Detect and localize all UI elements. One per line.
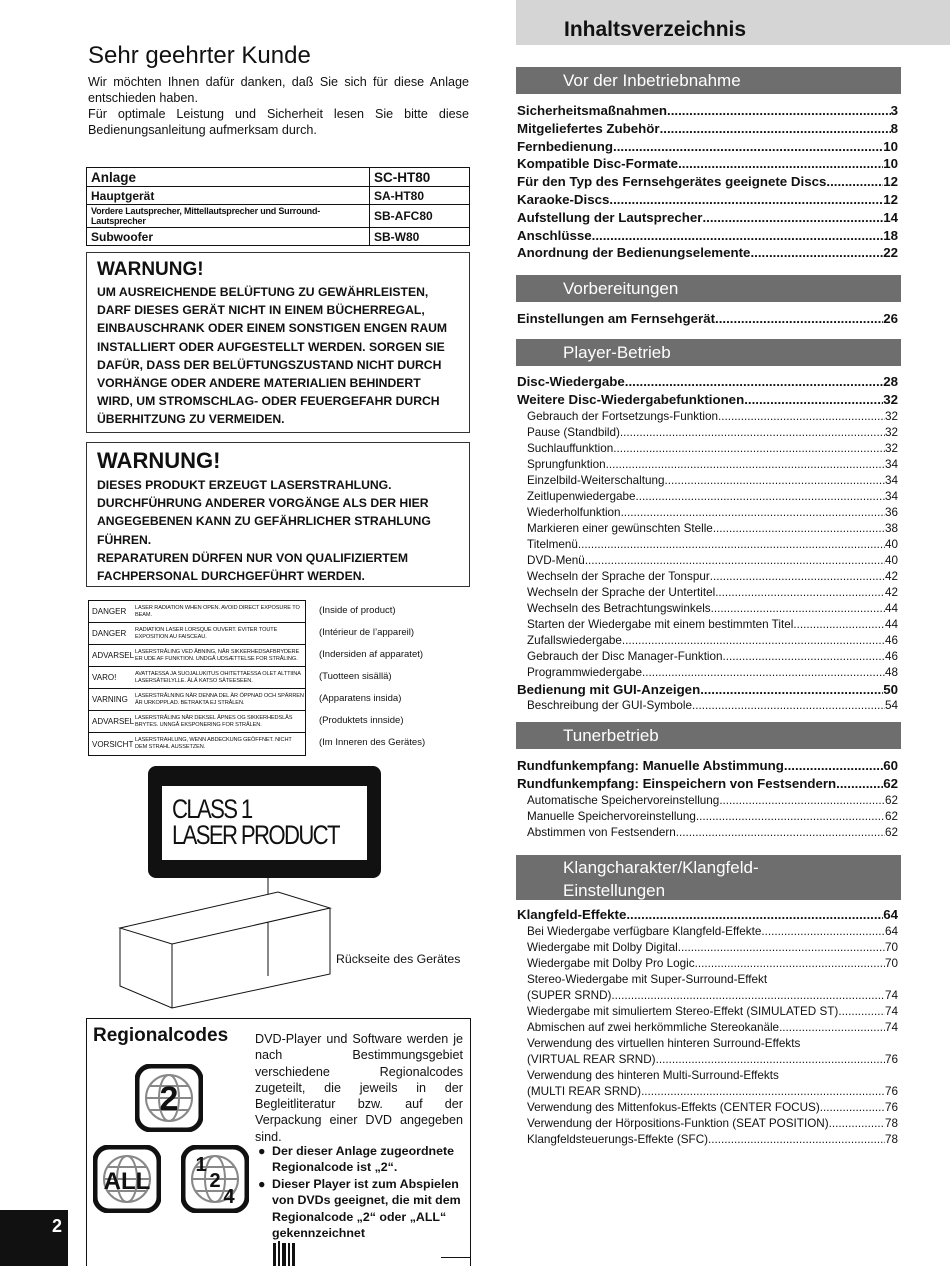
toc-entry-title: Verwendung der Hörpositions-Funktion (SEAT POSITION) bbox=[527, 1116, 829, 1130]
region-code-number: 2 bbox=[159, 1080, 179, 1118]
toc-page-number: 34 bbox=[884, 489, 898, 503]
page-number: 2 bbox=[51, 1216, 62, 1236]
toc-entry-title: Abstimmen von Festsendern bbox=[527, 825, 676, 839]
ventilation-warning bbox=[86, 252, 470, 433]
region-text: DVD-Player und Software werden je nach Bestimmungsgebiet verschiedene Regionalcodes zugeteilt, die jeweils in der Begleitliteratur bzw. auf der Verpackung einer DVD angegeben sind. bbox=[255, 1032, 463, 1144]
divider bbox=[441, 1257, 471, 1258]
toc-dot-leader bbox=[723, 650, 885, 663]
barcode-icon bbox=[272, 1241, 300, 1266]
toc-entry bbox=[517, 989, 898, 1005]
toc-entry-title: Karaoke-Discs bbox=[517, 191, 610, 207]
toc-page-number: 76 bbox=[884, 1084, 898, 1098]
toc-page-number: 46 bbox=[884, 633, 898, 647]
region-multi-number: 1 bbox=[195, 1154, 207, 1176]
toc-page-number: 70 bbox=[884, 956, 898, 970]
toc-section-header bbox=[516, 339, 901, 366]
toc-dot-leader bbox=[838, 1005, 885, 1018]
toc-entry bbox=[517, 228, 898, 246]
model-row bbox=[87, 187, 470, 205]
toc-page-number: 44 bbox=[884, 617, 898, 631]
toc-entry bbox=[517, 1053, 898, 1069]
toc-entry bbox=[517, 538, 898, 554]
toc-dot-leader bbox=[622, 634, 885, 647]
toc-entry-title: Markieren einer gewünschten Stelle bbox=[527, 521, 713, 535]
laser-label-key: ADVARSEL bbox=[92, 651, 135, 660]
warning-text: UM AUSREICHENDE BELÜFTUNG ZU GEWÄHRLEISTEN, DARF DIESES GERÄT NICHT IN EINEM BÜCHERREGAL, EINBAUSCHRANK ODER EINEM SONSTIGEN ENGEN RAUM INSTALLIERT ODER AUFGESTELLT WERDEN. SORGEN SIE DAFÜR, DASS DER BELÜFTUNGSZUSTAND NICHT DURCH VORHÄNGE ODER ANDERE MATERIALIEN BEHINDERT WIRD, UM STROMSCHLAG- ODER FEUERGEFAHR DURCH ÜBERHITZUNG ZU VERMEIDEN. bbox=[97, 285, 448, 427]
page-number-box bbox=[0, 1210, 68, 1266]
toc-entry bbox=[517, 957, 898, 973]
toc-entry-title: (VIRTUAL REAR SRND) bbox=[527, 1052, 656, 1066]
toc-page-number: 62 bbox=[884, 825, 898, 839]
toc-dot-leader bbox=[620, 426, 885, 439]
toc-entry-title: Pause (Standbild) bbox=[527, 425, 620, 439]
toc-entry bbox=[517, 392, 898, 410]
toc-entry bbox=[517, 1021, 898, 1037]
toc-entry bbox=[517, 1069, 898, 1085]
model-label: Hauptgerät bbox=[87, 187, 370, 205]
toc-dot-leader bbox=[700, 682, 883, 697]
toc-page-number: 22 bbox=[883, 245, 898, 261]
laser-label-note: (Indersiden af apparatet) bbox=[319, 649, 424, 660]
toc-entry-title: Sprungfunktion bbox=[527, 457, 606, 471]
toc-entry-title: DVD-Menü bbox=[527, 553, 585, 567]
toc-entry-title: Verwendung des virtuellen hinteren Surround-Effekts bbox=[527, 1036, 801, 1050]
model-row bbox=[87, 168, 470, 187]
toc-dot-leader bbox=[678, 941, 885, 954]
toc-dot-leader bbox=[613, 442, 885, 455]
toc-entry-title: Wiederholfunktion bbox=[527, 505, 621, 519]
region-title: Regionalcodes bbox=[93, 1025, 229, 1046]
laser-label-row bbox=[89, 601, 305, 623]
toc-page-number: 32 bbox=[884, 409, 898, 423]
toc-dot-leader bbox=[820, 1101, 885, 1114]
toc-dot-leader bbox=[642, 666, 885, 679]
section-title-line: Klangcharakter/Klangfeld- bbox=[563, 858, 759, 877]
class-label-line2: LASER PRODUCT bbox=[172, 820, 339, 850]
toc-entry bbox=[517, 618, 898, 634]
toc-entry bbox=[517, 758, 898, 776]
laser-label-note: (Intérieur de l’appareil) bbox=[319, 627, 415, 638]
toc-entry-title: Disc-Wiedergabe bbox=[517, 374, 625, 389]
model-row bbox=[87, 205, 470, 228]
laser-label-text: LASERSTRÅLING VED ÅBNING, NÅR SIKKERHEDSAFBRYDERE ER UDE AF FUNKTION. UNDGÅ UDSÆTTELSE FOR STRÅLING. bbox=[135, 648, 300, 662]
toc-entry-title: (MULTI REAR SRND) bbox=[527, 1084, 642, 1098]
toc-entry-title: Titelmenü bbox=[527, 537, 578, 551]
toc-dot-leader bbox=[784, 758, 883, 773]
toc-entry-title: Weitere Disc-Wiedergabefunktionen bbox=[517, 391, 745, 407]
toc-entry bbox=[517, 410, 898, 426]
laser-label-key: VARO! bbox=[92, 673, 117, 682]
laser-label-row bbox=[89, 711, 305, 733]
section-title: Vor der Inbetriebnahme bbox=[563, 70, 741, 90]
toc-entry bbox=[517, 442, 898, 458]
toc-page-number: 12 bbox=[883, 174, 898, 190]
warning-title: WARNUNG! bbox=[97, 448, 221, 473]
laser-warning bbox=[86, 442, 470, 587]
toc-entry bbox=[517, 682, 898, 700]
toc-entry bbox=[517, 490, 898, 506]
toc-entry bbox=[517, 602, 898, 618]
toc-dot-leader bbox=[578, 538, 885, 551]
toc-entry bbox=[517, 810, 898, 826]
toc-section-header bbox=[516, 67, 901, 94]
region-2-globe-icon bbox=[135, 1064, 203, 1132]
toc-page-number: 78 bbox=[884, 1132, 898, 1146]
toc-list bbox=[517, 374, 898, 715]
toc-dot-leader bbox=[611, 989, 885, 1002]
toc-entry bbox=[517, 973, 898, 989]
model-label: Subwoofer bbox=[87, 228, 370, 246]
bullet-icon: ● bbox=[258, 1177, 266, 1191]
toc-entry-title: Wechseln der Sprache der Untertitel bbox=[527, 585, 716, 599]
toc-dot-leader bbox=[793, 618, 885, 631]
laser-caution-notes bbox=[319, 600, 425, 754]
toc-entry bbox=[517, 650, 898, 666]
toc-entry-title: Wechseln des Betrachtungswinkels bbox=[527, 601, 711, 615]
toc-page-number: 42 bbox=[884, 585, 898, 599]
toc-page-number: 10 bbox=[883, 156, 898, 172]
toc-page-number: 12 bbox=[883, 191, 898, 207]
toc-page-number: 74 bbox=[884, 1020, 898, 1034]
laser-label-text: LASERSTRÅLING NÅR DEKSEL ÅPNES OG SIKKERHEDSLÅS BRYTES. UNNGÅ EKSPONERING FOR STRÅLEN. bbox=[135, 714, 293, 728]
toc-page-number: 62 bbox=[884, 809, 898, 823]
device-rear-illustration bbox=[118, 878, 340, 1018]
toc-dot-leader bbox=[719, 794, 885, 807]
toc-entry-title: Rundfunkempfang: Manuelle Abstimmung bbox=[517, 758, 784, 773]
laser-label-note: (Tuotteen sisällä) bbox=[319, 671, 392, 682]
laser-label-key: DANGER bbox=[92, 607, 127, 616]
toc-page-number: 26 bbox=[883, 311, 898, 326]
laser-label-note: (Produktets innside) bbox=[319, 715, 404, 726]
section-title-line: Einstellungen bbox=[563, 881, 666, 900]
toc-entry-title: Suchlauffunktion bbox=[527, 441, 614, 455]
toc-entry bbox=[517, 925, 898, 941]
toc-page-number: 40 bbox=[884, 537, 898, 551]
toc-dot-leader bbox=[702, 210, 883, 225]
laser-label-row bbox=[89, 667, 305, 689]
toc-entry-title: Gebrauch der Fortsetzungs-Funktion bbox=[527, 409, 718, 423]
toc-entry bbox=[517, 666, 898, 682]
toc-entry bbox=[517, 907, 898, 925]
toc-entry-title: Gebrauch der Disc Manager-Funktion bbox=[527, 649, 723, 663]
model-table bbox=[86, 167, 470, 246]
model-label: Anlage bbox=[87, 168, 370, 187]
model-number: SB-AFC80 bbox=[370, 205, 470, 228]
toc-dot-leader bbox=[779, 1021, 885, 1034]
toc-entry bbox=[517, 776, 898, 794]
model-row bbox=[87, 228, 470, 246]
toc-dot-leader bbox=[592, 228, 884, 243]
toc-page-number: 62 bbox=[884, 793, 898, 807]
laser-label-row bbox=[89, 623, 305, 645]
toc-dot-leader bbox=[836, 776, 883, 791]
toc-dot-leader bbox=[665, 474, 885, 487]
toc-entry-title: Wiedergabe mit Dolby Pro Logic bbox=[527, 956, 695, 970]
section-title: Player-Betrieb bbox=[563, 342, 671, 362]
greeting-paragraph-2: Für optimale Leistung und Sicherheit lesen Sie bitte diese Bedienungsanleitung aufmerksam durch. bbox=[88, 107, 469, 137]
laser-label-key: VARNING bbox=[92, 695, 128, 704]
toc-entry-title: Starten der Wiedergabe mit einem bestimmten Titel bbox=[527, 617, 794, 631]
toc-entry-title: Zeitlupenwiedergabe bbox=[527, 489, 636, 503]
toc-page-number: 38 bbox=[884, 521, 898, 535]
toc-page-number: 64 bbox=[884, 924, 898, 938]
toc-entry bbox=[517, 699, 898, 715]
toc-dot-leader bbox=[585, 554, 885, 567]
toc-page-number: 34 bbox=[884, 457, 898, 471]
class1-laser-label bbox=[148, 766, 381, 878]
toc-entry-title: Automatische Speichervoreinstellung bbox=[527, 793, 720, 807]
toc-entry-title: Stereo-Wiedergabe mit Super-Surround-Effekt bbox=[527, 972, 768, 986]
toc-entry bbox=[517, 192, 898, 210]
toc-entry bbox=[517, 174, 898, 192]
toc-entry-title: Bedienung mit GUI-Anzeigen bbox=[517, 681, 701, 697]
toc-page-number: 28 bbox=[883, 374, 898, 389]
laser-label-text: AVATTAESSA JA SUOJALUKITUS OHITETTAESSA OLET ALTTIINA LASERSÄTEILYLLE. ÄLÄ KATSO SÄTEESEEN. bbox=[135, 670, 301, 684]
toc-section-header bbox=[516, 275, 901, 302]
toc-dot-leader bbox=[826, 174, 883, 189]
laser-label-text: RADIATION LASER LORSQUE OUVERT. ÉVITER TOUTE EXPOSITION AU FAISCEAU. bbox=[135, 626, 278, 640]
laser-label-row bbox=[89, 733, 305, 755]
laser-label-text: LASERSTRÅLNING NÄR DENNA DEL ÄR ÖPPNAD OCH SPÄRREN ÄR URKOPPLAD. BETRAKTA EJ STRÅLEN. bbox=[135, 692, 304, 706]
greeting-title: Sehr geehrter Kunde bbox=[88, 42, 311, 69]
toc-title: Inhaltsverzeichnis bbox=[564, 18, 747, 41]
toc-page-number: 70 bbox=[884, 940, 898, 954]
model-number: SC-HT80 bbox=[370, 168, 470, 187]
toc-dot-leader bbox=[613, 139, 883, 154]
toc-entry bbox=[517, 1037, 898, 1053]
greeting-text bbox=[88, 74, 469, 138]
toc-entry bbox=[517, 458, 898, 474]
laser-label-text: LASER RADIATION WHEN OPEN. AVOID DIRECT EXPOSURE TO BEAM. bbox=[135, 604, 300, 618]
toc-dot-leader bbox=[761, 925, 885, 938]
toc-entry bbox=[517, 311, 898, 329]
toc-dot-leader bbox=[660, 121, 891, 136]
toc-entry bbox=[517, 1133, 898, 1149]
toc-entry-title: Mitgeliefertes Zubehör bbox=[517, 120, 660, 136]
region-bullet bbox=[255, 1143, 465, 1176]
toc-entry bbox=[517, 103, 898, 121]
laser-label-row bbox=[89, 645, 305, 667]
model-number: SA-HT80 bbox=[370, 187, 470, 205]
toc-entry bbox=[517, 1085, 898, 1101]
toc-dot-leader bbox=[715, 586, 885, 599]
toc-page-number: 18 bbox=[883, 227, 898, 243]
toc-entry-title: Anordnung der Bedienungselemente bbox=[517, 245, 751, 261]
toc-section-header bbox=[516, 855, 901, 900]
model-number: SB-W80 bbox=[370, 228, 470, 246]
region-all-text: ALL bbox=[103, 1168, 151, 1195]
toc-entry bbox=[517, 121, 898, 139]
laser-label-key: ADVARSEL bbox=[92, 717, 135, 726]
toc-section-header bbox=[516, 722, 901, 749]
region-bullet bbox=[255, 1176, 465, 1241]
toc-entry-title: Programmwiedergabe bbox=[527, 665, 642, 679]
toc-page-number: 34 bbox=[884, 473, 898, 487]
laser-label-text: LASERSTRAHLUNG, WENN ABDECKUNG GEÖFFNET. NICHT DEM STRAHL AUSSETZEN. bbox=[135, 737, 292, 750]
toc-entry bbox=[517, 570, 898, 586]
toc-page-number: 76 bbox=[884, 1100, 898, 1114]
warning-title: WARNUNG! bbox=[97, 259, 204, 280]
toc-entry bbox=[517, 634, 898, 650]
section-title: Vorbereitungen bbox=[563, 278, 679, 298]
toc-page-number: 46 bbox=[884, 649, 898, 663]
toc-page-number: 8 bbox=[890, 120, 898, 136]
toc-entry-title: Verwendung des hinteren Multi-Surround-Effekts bbox=[527, 1068, 779, 1082]
toc-dot-leader bbox=[636, 490, 885, 503]
toc-page-number: 62 bbox=[883, 775, 898, 791]
bullet-text: Dieser Player ist zum Abspielen von DVDs geeignet, die mit dem Regionalcode „2“ oder „ALL“ gekennzeichnet bbox=[272, 1177, 461, 1240]
toc-dot-leader bbox=[750, 245, 883, 260]
toc-page-number: 76 bbox=[884, 1052, 898, 1066]
toc-entry-title: Wiedergabe mit simuliertem Stereo-Effekt (SIMULATED ST) bbox=[527, 1004, 839, 1018]
toc-entry bbox=[517, 941, 898, 957]
toc-entry-title: Zufallswiedergabe bbox=[527, 633, 622, 647]
laser-label-note: (Im Inneren des Gerätes) bbox=[319, 737, 426, 748]
warning-text: REPARATUREN DÜRFEN NUR VON QUALIFIZIERTEM FACHPERSONAL DURCHGEFÜHRT WERDEN. bbox=[97, 550, 408, 584]
toc-page-number: 32 bbox=[884, 441, 898, 455]
toc-entry-title: Klangfeld-Effekte bbox=[517, 907, 627, 922]
toc-list bbox=[517, 103, 898, 263]
model-label: Vordere Lautsprecher, Mittellautsprecher und Surround-Lautsprecher bbox=[87, 205, 370, 228]
region-multi-globe-icon bbox=[181, 1145, 249, 1213]
toc-dot-leader bbox=[744, 392, 883, 407]
toc-entry-title: Einzelbild-Weiterschaltung bbox=[527, 473, 665, 487]
toc-entry bbox=[517, 586, 898, 602]
toc-dot-leader bbox=[713, 522, 885, 535]
toc-entry bbox=[517, 1005, 898, 1021]
toc-page-number: 74 bbox=[884, 1004, 898, 1018]
toc-entry-title: Wiedergabe mit Dolby Digital bbox=[527, 940, 678, 954]
toc-entry-title: Beschreibung der GUI-Symbole bbox=[527, 699, 693, 713]
toc-entry-title: Einstellungen am Fernsehgerät bbox=[517, 311, 716, 326]
toc-entry-title: Für den Typ des Fernsehgerätes geeignete Discs bbox=[517, 174, 827, 190]
toc-dot-leader bbox=[621, 506, 885, 519]
toc-entry bbox=[517, 794, 898, 810]
greeting-paragraph-1: Wir möchten Ihnen dafür danken, daß Sie sich für diese Anlage entschieden haben. bbox=[88, 75, 469, 105]
toc-dot-leader bbox=[606, 458, 885, 471]
laser-label-key: DANGER bbox=[92, 629, 127, 638]
toc-entry-title: Anschlüsse bbox=[517, 227, 592, 243]
toc-page-number: 60 bbox=[883, 758, 898, 773]
toc-dot-leader bbox=[676, 826, 885, 839]
toc-entry bbox=[517, 374, 898, 392]
toc-entry bbox=[517, 210, 898, 228]
toc-dot-leader bbox=[711, 602, 885, 615]
toc-page-number: 50 bbox=[883, 681, 898, 697]
toc-entry-title: (SUPER SRND) bbox=[527, 988, 612, 1002]
toc-page-number: 44 bbox=[884, 601, 898, 615]
toc-header bbox=[516, 0, 950, 45]
laser-label-note: (Inside of product) bbox=[319, 605, 396, 616]
toc-entry-title: Aufstellung der Lautsprecher bbox=[517, 209, 703, 225]
laser-label-row bbox=[89, 689, 305, 711]
toc-page-number: 78 bbox=[884, 1116, 898, 1130]
toc-entry-title: Fernbedienung bbox=[517, 138, 614, 154]
toc-entry-title: Sicherheitsmaßnahmen bbox=[517, 103, 668, 118]
toc-dot-leader bbox=[715, 311, 883, 326]
toc-entry bbox=[517, 1101, 898, 1117]
toc-entry-title: Bei Wiedergabe verfügbare Klangfeld-Effekte bbox=[527, 924, 762, 938]
toc-entry-title: Klangfeldsteuerungs-Effekte (SFC) bbox=[527, 1132, 709, 1146]
toc-page-number: 14 bbox=[883, 209, 898, 225]
bullet-text: Der dieser Anlage zugeordnete Regionalcode ist „2“. bbox=[272, 1144, 455, 1175]
toc-entry-title: Abmischen auf zwei herkömmliche Stereokanäle bbox=[527, 1020, 780, 1034]
toc-entry bbox=[517, 156, 898, 174]
toc-dot-leader bbox=[718, 410, 885, 423]
toc-page-number: 54 bbox=[884, 699, 898, 713]
region-all-globe-icon bbox=[93, 1145, 161, 1213]
toc-entry-title: Rundfunkempfang: Einspeichern von Festsendern bbox=[517, 775, 837, 791]
toc-page-number: 36 bbox=[884, 505, 898, 519]
toc-dot-leader bbox=[696, 810, 885, 823]
toc-entry-title: Manuelle Speichervoreinstellung bbox=[527, 809, 696, 823]
toc-page-number: 48 bbox=[884, 665, 898, 679]
toc-dot-leader bbox=[710, 570, 885, 583]
toc-page-number: 32 bbox=[884, 425, 898, 439]
toc-entry bbox=[517, 426, 898, 442]
toc-entry-title: Kompatible Disc-Formate bbox=[517, 156, 679, 172]
region-multi-number: 2 bbox=[209, 1170, 221, 1192]
toc-dot-leader bbox=[678, 156, 883, 171]
toc-entry bbox=[517, 139, 898, 157]
toc-list bbox=[517, 758, 898, 842]
laser-label-key: VORSICHT bbox=[92, 739, 134, 749]
toc-page-number: 3 bbox=[890, 103, 898, 118]
warning-text: DIESES PRODUKT ERZEUGT LASERSTRAHLUNG. DURCHFÜHRUNG ANDERER VORGÄNGE ALS DER HIER ANGEGEBENEN KANN ZU GEFÄHRLICHER STRAHLUNG FÜHREN. bbox=[97, 478, 431, 547]
toc-list bbox=[517, 311, 898, 329]
toc-entry bbox=[517, 474, 898, 490]
toc-page-number: 10 bbox=[883, 138, 898, 154]
toc-entry bbox=[517, 554, 898, 570]
toc-dot-leader bbox=[829, 1117, 885, 1130]
toc-page-number: 40 bbox=[884, 553, 898, 567]
toc-entry-title: Wechseln der Sprache der Tonspur bbox=[527, 569, 710, 583]
toc-list bbox=[517, 907, 898, 1149]
toc-dot-leader bbox=[695, 957, 885, 970]
toc-entry bbox=[517, 506, 898, 522]
toc-dot-leader bbox=[625, 374, 883, 389]
region-multi-number: 4 bbox=[223, 1186, 235, 1208]
bullet-icon: ● bbox=[258, 1144, 266, 1158]
section-title: Tunerbetrieb bbox=[563, 725, 659, 745]
rear-side-caption: Rückseite des Gerätes bbox=[336, 952, 461, 966]
toc-entry bbox=[517, 522, 898, 538]
toc-entry bbox=[517, 1117, 898, 1133]
toc-dot-leader bbox=[656, 1053, 885, 1066]
toc-dot-leader bbox=[708, 1133, 885, 1146]
toc-page-number: 74 bbox=[884, 988, 898, 1002]
toc-entry-title: Verwendung des Mittenfokus-Effekts (CENTER FOCUS) bbox=[527, 1100, 820, 1114]
region-code-box bbox=[86, 1018, 471, 1266]
toc-page-number: 64 bbox=[883, 907, 898, 922]
toc-dot-leader bbox=[692, 699, 885, 712]
toc-dot-leader bbox=[667, 103, 891, 118]
toc-entry bbox=[517, 245, 898, 263]
toc-dot-leader bbox=[626, 907, 883, 922]
laser-label-note: (Apparatens insida) bbox=[319, 693, 402, 704]
toc-page-number: 42 bbox=[884, 569, 898, 583]
toc-dot-leader bbox=[641, 1085, 885, 1098]
toc-entry bbox=[517, 826, 898, 842]
toc-dot-leader bbox=[609, 192, 883, 207]
class-label-line1: CLASS 1 bbox=[172, 794, 252, 824]
laser-caution-label bbox=[88, 600, 306, 756]
toc-page-number: 32 bbox=[883, 391, 898, 407]
